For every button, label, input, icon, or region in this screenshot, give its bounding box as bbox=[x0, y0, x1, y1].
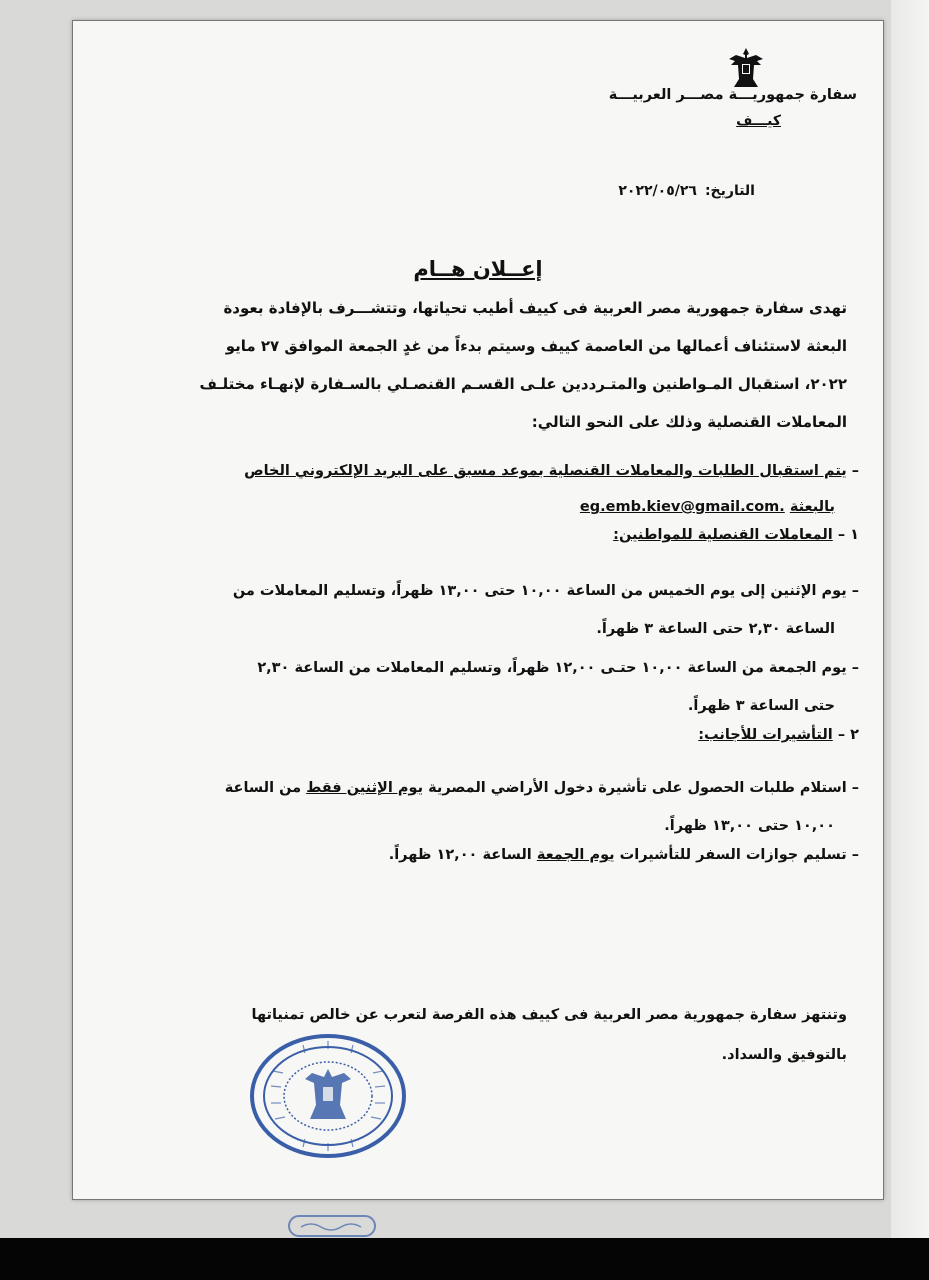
section2-heading: التأشيرات للأجانب: bbox=[698, 727, 833, 743]
embassy-seal-icon bbox=[243, 1031, 413, 1161]
section2-item1-pre: – استلام طلبات الحصول على تأشيرة دخول الأراضي المصرية bbox=[423, 780, 859, 796]
section2-number: ٢ – bbox=[837, 727, 859, 743]
dash-marker: – bbox=[851, 463, 859, 479]
general-note bbox=[99, 453, 859, 525]
section2-item2-post: الساعة ١٢,٠٠ ظهراً. bbox=[388, 847, 537, 863]
section1-item1-line2: الساعة ٢,٣٠ حتى الساعة ٣ ظهراً. bbox=[596, 621, 835, 637]
date-line bbox=[610, 183, 755, 199]
general-note-line1 bbox=[99, 453, 859, 489]
section1-item1 bbox=[99, 572, 859, 648]
document-page bbox=[72, 20, 884, 1200]
section2-item1-emph: يوم الإثنين فقط bbox=[306, 780, 424, 796]
section1-number: ١ – bbox=[837, 527, 859, 543]
date-value: ٢٠٢٢/٠٥/٢٦ bbox=[618, 183, 697, 199]
closing-line: بالتوفيق والسداد. bbox=[721, 1047, 847, 1063]
email-address: eg.emb.kiev@gmail.com. bbox=[579, 499, 785, 515]
section2-item1-line1 bbox=[99, 769, 859, 807]
secondary-stamp-icon bbox=[287, 1213, 377, 1239]
bottom-bar bbox=[0, 1238, 929, 1280]
intro-line: تهدى سفارة جمهورية مصر العربية فى كييف أطيب تحياتها، وتتشـــرف بالإفادة بعودة bbox=[223, 299, 847, 317]
general-note-prefix: بالبعثة bbox=[789, 499, 835, 515]
embassy-name: سفارة جمهوريـــة مصـــر العربيـــة bbox=[608, 87, 857, 103]
section2-item1-line2: ١٠,٠٠ حتى ١٣,٠٠ ظهراً. bbox=[664, 818, 835, 834]
general-note-text: يتم استقبال الطلبات والمعاملات القنصلية بموعد مسبق على البريد الإلكتروني الخاص bbox=[244, 463, 847, 479]
closing-line: وتنتهز سفارة جمهورية مصر العربية فى كييف هذه الفرصة لتعرب عن خالص تمنياتها bbox=[251, 1007, 847, 1023]
section1-heading: المعاملات القنصلية للمواطنين: bbox=[613, 527, 833, 543]
intro-paragraph bbox=[117, 289, 847, 441]
background-strip bbox=[891, 0, 929, 1238]
section2-item2-pre: – تسليم جوازات السفر للتأشيرات bbox=[614, 847, 859, 863]
date-label: التاريخ: bbox=[704, 183, 755, 199]
general-note-line2 bbox=[99, 489, 835, 525]
section1-item2 bbox=[99, 649, 859, 725]
closing-paragraph bbox=[117, 995, 847, 1075]
section2-item2-emph: يوم الجمعة bbox=[536, 847, 615, 863]
eagle-crest-icon bbox=[723, 45, 769, 91]
section2-heading-row bbox=[698, 727, 859, 743]
intro-line: البعثة لاستئناف أعمالها من العاصمة كييف وسيتم بدءاً من غدٍ الجمعة الموافق ٢٧ مايو bbox=[225, 337, 847, 355]
section2-item2 bbox=[389, 847, 859, 863]
embassy-city: كيـــف bbox=[736, 113, 781, 129]
section2-item1-post: من الساعة bbox=[224, 780, 307, 796]
intro-line: ٢٠٢٢، استقبال المـواطنين والمتـرددين علـى القسـم القنصـلي بالسـفارة لإنهـاء مختلـف bbox=[199, 375, 847, 393]
section1-item2-line2: حتى الساعة ٣ ظهراً. bbox=[687, 698, 835, 714]
intro-line: المعاملات القنصلية وذلك على النحو التالي: bbox=[531, 413, 847, 431]
section1-item1-line1: – يوم الإثنين إلى يوم الخميس من الساعة ١٠,٠٠ حتى ١٣,٠٠ ظهراً، وتسليم المعاملات من bbox=[232, 583, 859, 599]
section2-item1 bbox=[99, 769, 859, 845]
announcement-title: إعــلان هــام bbox=[413, 257, 543, 281]
section1-heading-row bbox=[613, 527, 859, 543]
section1-item2-line1: – يوم الجمعة من الساعة ١٠,٠٠ حتـى ١٢,٠٠ ظهراً، وتسليم المعاملات من الساعة ٢,٣٠ bbox=[257, 660, 859, 676]
